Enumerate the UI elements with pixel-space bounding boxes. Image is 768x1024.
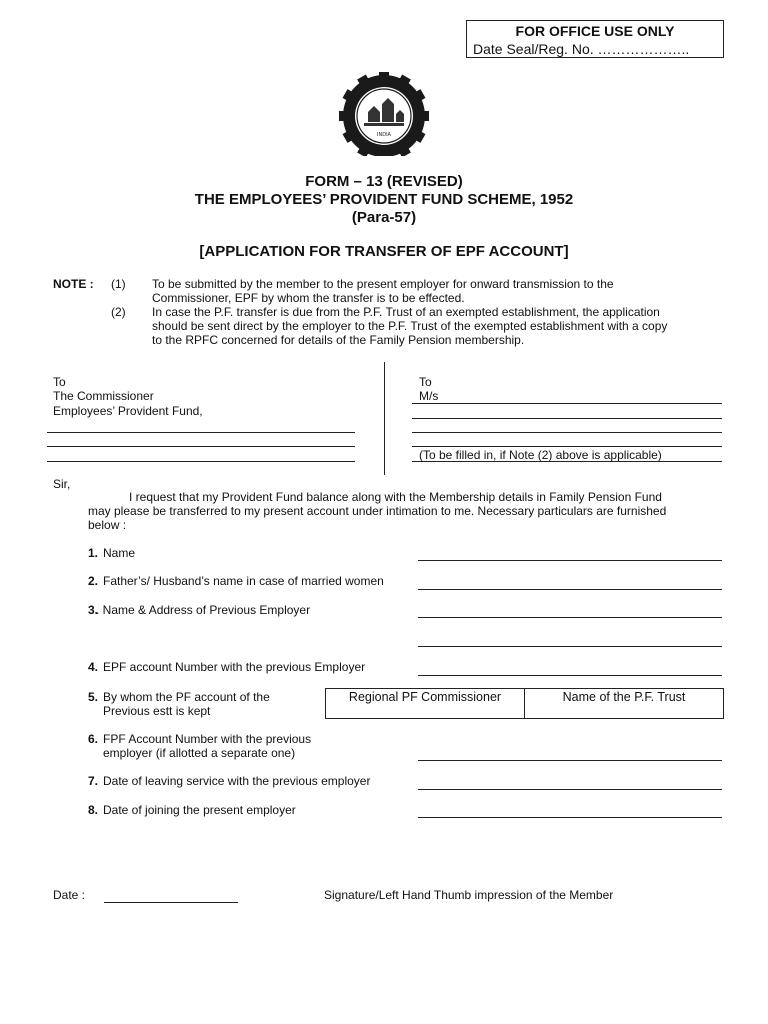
note-label: NOTE : <box>53 277 94 291</box>
field-6-label-2: employer (if allotted a separate one) <box>103 746 296 760</box>
field-4-input[interactable] <box>418 675 722 676</box>
field-5-num: 5. <box>88 690 99 704</box>
field-6-input[interactable] <box>418 760 722 761</box>
field-3-input-2[interactable] <box>418 646 722 647</box>
field-2-input[interactable] <box>418 589 722 590</box>
body-para-3: below : <box>88 518 127 532</box>
note-2-line3: to the RPFC concerned for details of the Family Pension membership. <box>152 333 525 347</box>
svg-text:INDIA: INDIA <box>377 132 391 138</box>
to-left: To <box>53 375 66 389</box>
epf-line: Employees’ Provident Fund, <box>53 404 203 418</box>
field-3-label: . Name & Address of Previous Employer <box>96 603 311 617</box>
salutation: Sir, <box>53 477 71 491</box>
option-regional-pf-commissioner[interactable]: Regional PF Commissioner <box>326 689 525 718</box>
field-2-num: 2. <box>88 574 99 588</box>
address-right-line-1[interactable] <box>412 403 722 404</box>
to-right: To <box>419 375 432 389</box>
field-1-label: Name <box>103 546 136 560</box>
address-divider <box>384 362 385 475</box>
field-8-label: Date of joining the present employer <box>103 803 296 817</box>
address-right-line-4[interactable] <box>412 446 722 447</box>
field-1-input[interactable] <box>418 560 722 561</box>
field-2-label: Father’s/ Husband’s name in case of married women <box>103 574 384 588</box>
address-left-line-3[interactable] <box>47 461 355 462</box>
pf-kept-by-table <box>325 688 724 719</box>
date-input[interactable] <box>104 902 238 903</box>
field-5-label: By whom the PF account of the <box>103 690 270 704</box>
field-1-num: 1. <box>88 546 99 560</box>
field-4-num: 4. <box>88 660 99 674</box>
application-title: [APPLICATION FOR TRANSFER OF EPF ACCOUNT] <box>199 243 569 260</box>
commissioner-line: The Commissioner <box>53 389 154 403</box>
note-1-num: (1) <box>111 277 126 291</box>
field-4-label: EPF account Number with the previous Employer <box>103 660 366 674</box>
address-left-line-1[interactable] <box>47 432 355 433</box>
address-right-line-3[interactable] <box>412 432 722 433</box>
note-1-line2: Commissioner, EPF by whom the transfer is to be effected. <box>152 291 465 305</box>
address-right-line-2[interactable] <box>412 418 722 419</box>
field-3-num: 3. <box>88 603 99 617</box>
filled-note: (To be filled in, if Note (2) above is applicable) <box>419 448 662 462</box>
field-8-num: 8. <box>88 803 99 817</box>
field-7-input[interactable] <box>418 789 722 790</box>
address-left-line-2[interactable] <box>47 446 355 447</box>
para-title: (Para-57) <box>351 209 417 226</box>
note-2-line2: should be sent direct by the employer to the P.F. Trust of the exempted establishment with a copy <box>152 319 668 333</box>
option-pf-trust[interactable]: Name of the P.F. Trust <box>562 690 686 704</box>
scheme-title: THE EMPLOYEES’ PROVIDENT FUND SCHEME, 1952 <box>194 191 574 208</box>
date-label: Date : <box>53 888 86 902</box>
field-7-label: Date of leaving service with the previous employer <box>103 774 371 788</box>
field-8-input[interactable] <box>418 817 722 818</box>
body-para-1: I request that my Provident Fund balance along with the Membership details in Family Pension Fund <box>129 490 662 504</box>
address-right-line-5[interactable] <box>412 461 722 462</box>
office-use-box <box>466 20 724 58</box>
field-6-num: 6. <box>88 732 99 746</box>
field-5-label-2: Previous estt is kept <box>103 704 211 718</box>
form-title: FORM – 13 (REVISED) <box>305 173 463 190</box>
note-2-line1: In case the P.F. transfer is due from the P.F. Trust of an exempted establishment, the application <box>152 305 660 319</box>
note-1-line1: To be submitted by the member to the present employer for onward transmission to the <box>152 277 614 291</box>
note-2-num: (2) <box>111 305 126 319</box>
office-use-title: FOR OFFICE USE ONLY <box>515 23 675 39</box>
ms-label: M/s <box>419 389 439 403</box>
epfo-logo <box>330 72 438 156</box>
field-3-input-1[interactable] <box>418 617 722 618</box>
body-para-2: may please be transferred to my present account under intimation to me. Necessary particulars are furnished <box>88 504 667 518</box>
date-seal-reg-no: Date Seal/Reg. No. ……………….. <box>473 41 690 57</box>
signature-label: Signature/Left Hand Thumb impression of the Member <box>324 888 614 902</box>
field-6-label: FPF Account Number with the previous <box>103 732 312 746</box>
field-7-num: 7. <box>88 774 99 788</box>
